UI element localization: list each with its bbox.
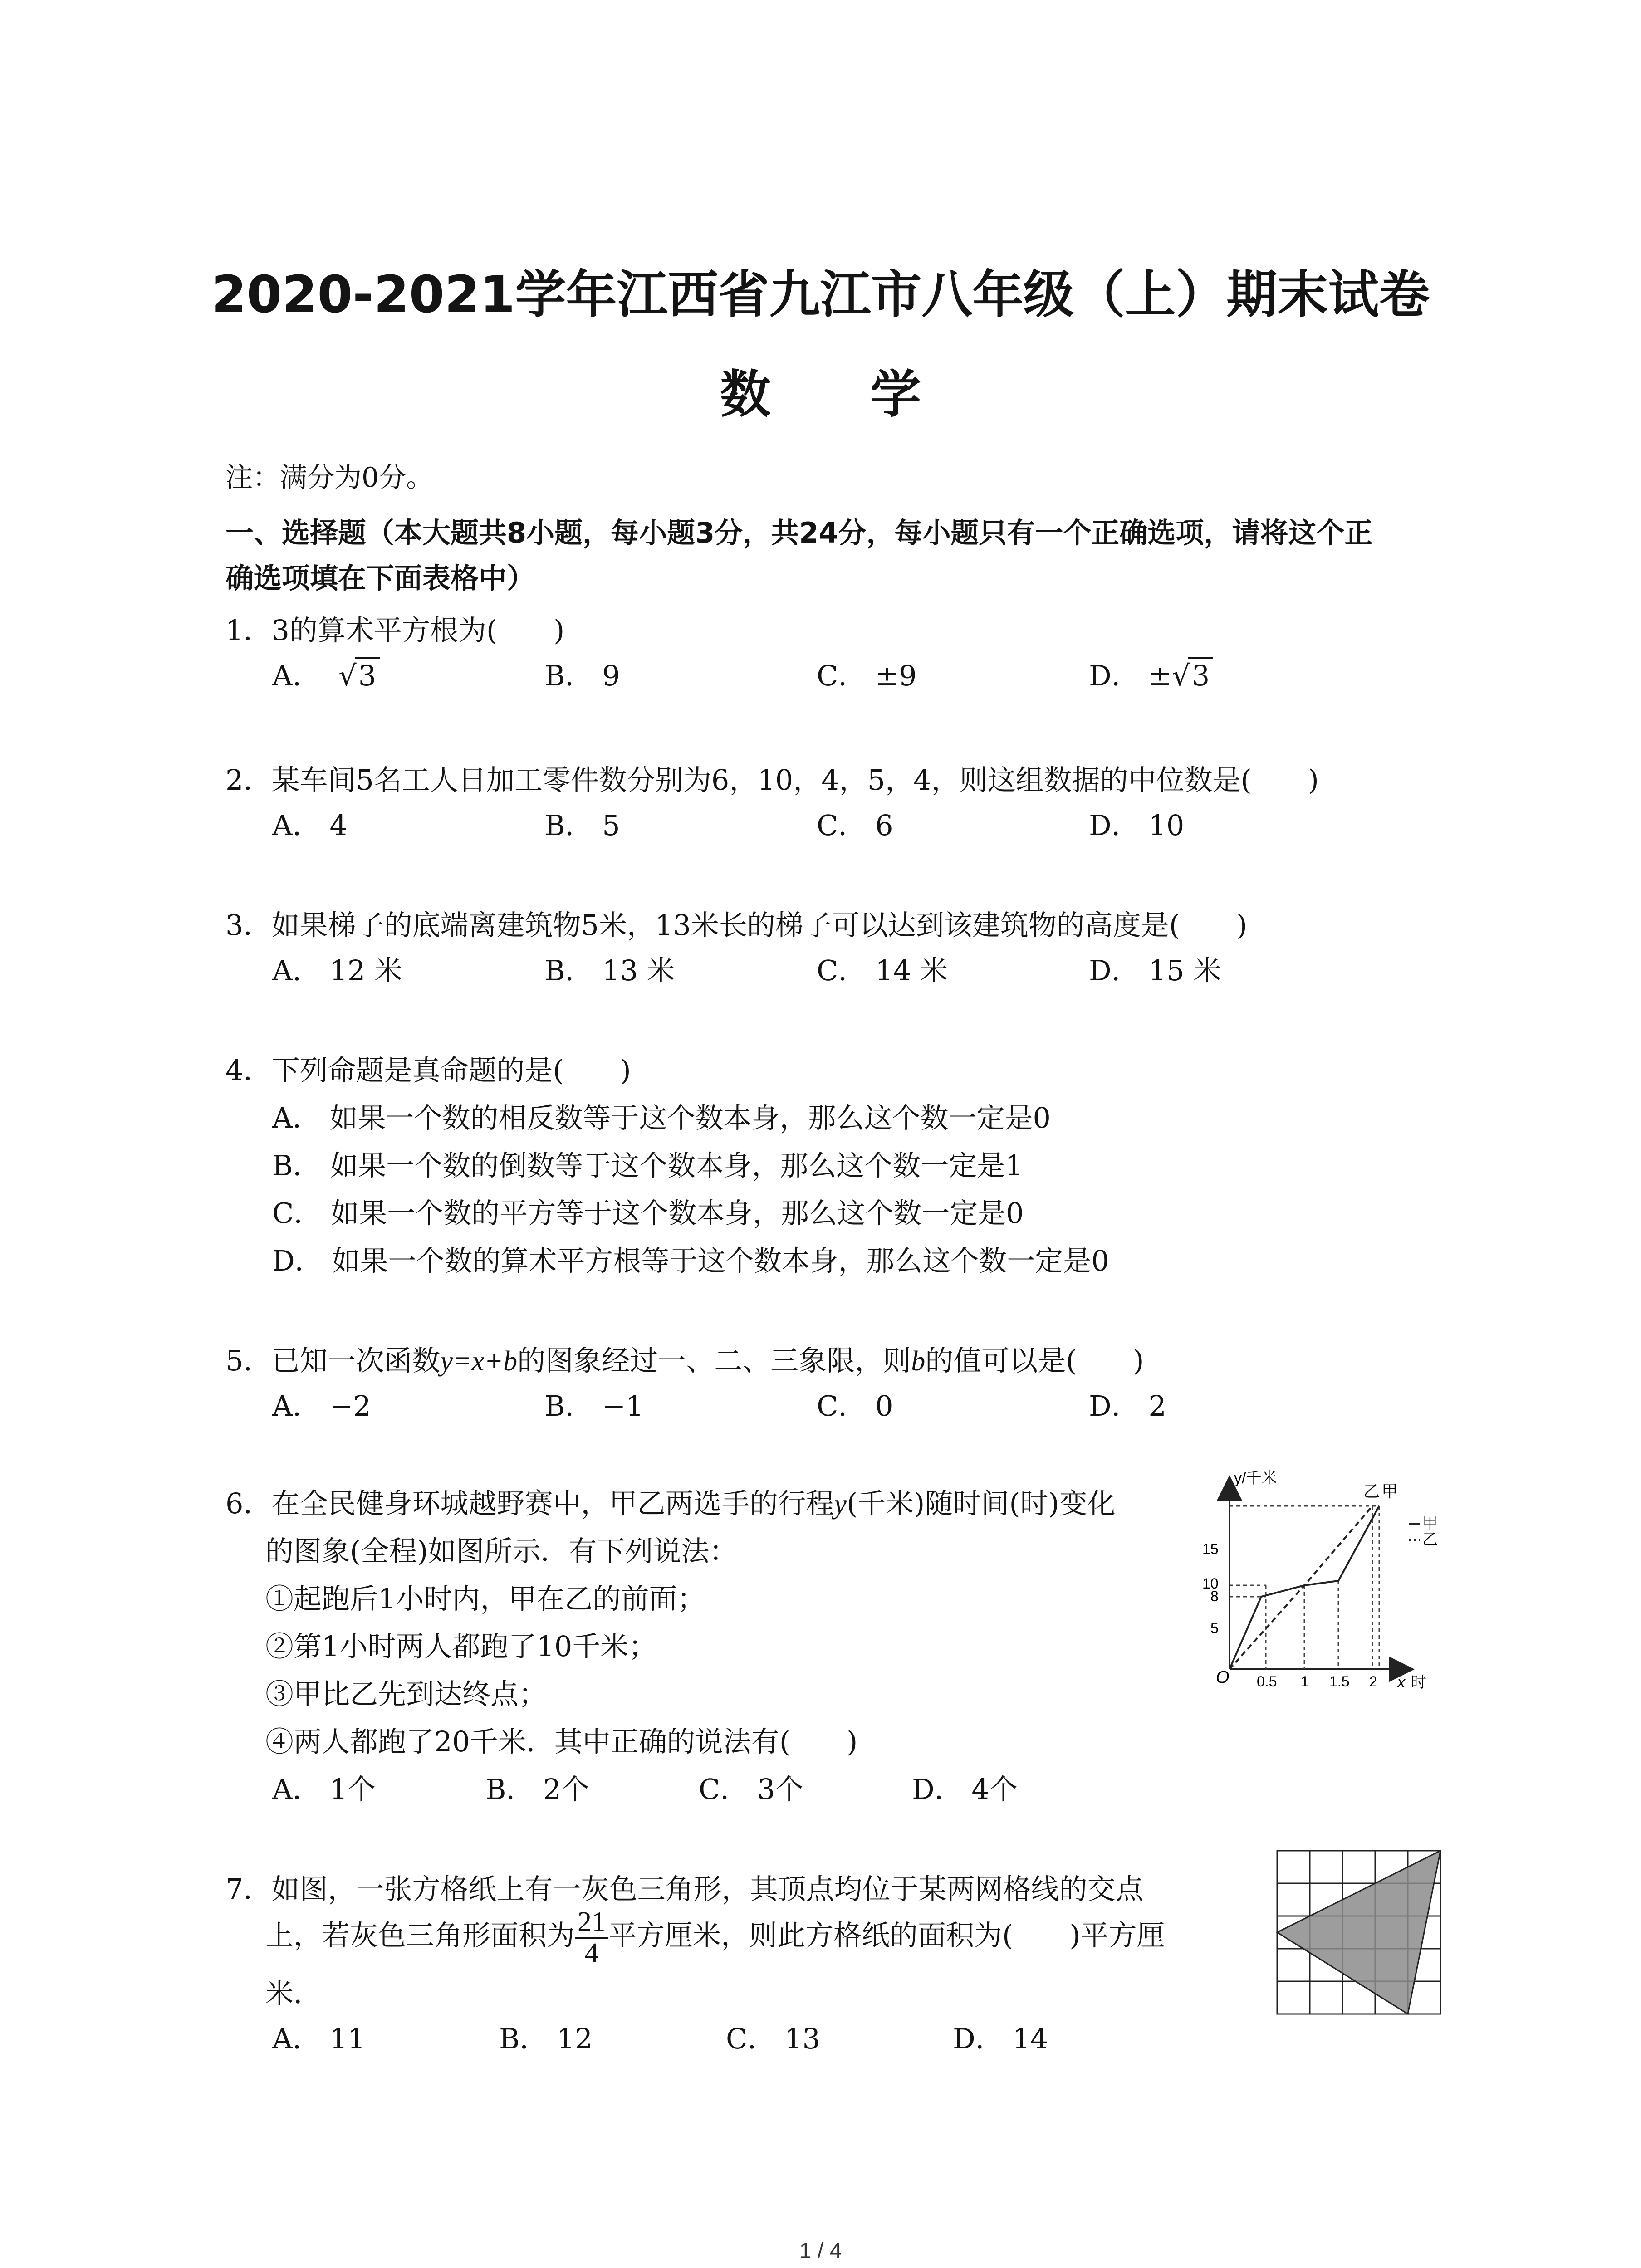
stem-text: 上，若灰色三角形面积为 (265, 1919, 575, 1952)
question-3-option-a: A． 12 米 (272, 954, 403, 987)
question-2-stem: 2．某车间5名工人日加工零件数分别为6，10，4，5，4，则这组数据的中位数是( ) (225, 763, 1319, 797)
question-4-option-c: C． 如果一个数的平方等于这个数本身，那么这个数一定是0 (272, 1197, 1024, 1230)
top-label-yi: 乙 (1363, 1482, 1380, 1501)
y-axis-label: y/千米 (1234, 1470, 1277, 1487)
question-6-statement-4: ④两人都跑了20千米．其中正确的说法有( ) (265, 1725, 858, 1758)
question-2-option-c: C． 6 (817, 809, 893, 842)
question-6-option-b: B． 2个 (485, 1773, 589, 1806)
question-4-stem: 4．下列命题是真命题的是( ) (225, 1054, 631, 1087)
question-6-statement-1: ①起跑后1小时内，甲在乙的前面； (265, 1582, 705, 1615)
gray-triangle (1277, 1851, 1440, 2014)
question-3-stem: 3．如果梯子的底端离建筑物5米，13米长的梯子可以达到该建筑物的高度是( ) (225, 909, 1248, 942)
option-d-label: D． ± (1089, 659, 1172, 692)
question-2-option-d: D． 10 (1089, 809, 1185, 842)
question-6-line1 (225, 1481, 1116, 1521)
question-3-option-b: B． 13 米 (544, 954, 675, 987)
sqrt-symbol: √3 (338, 657, 380, 692)
question-6-option-c: C． 3个 (699, 1773, 803, 1806)
question-1-option-b: B． 9 (544, 659, 620, 692)
question-6-option-a: A． 1个 (272, 1773, 376, 1806)
question-2-option-a: A． 4 (272, 809, 348, 842)
stem-text: 的图象经过一、二、三象限，则 (517, 1344, 911, 1377)
stem-math: y (834, 1489, 847, 1520)
section-heading-line2: 确选项填在下面表格中） (225, 562, 535, 595)
section-heading-line1: 一、选择题（本大题共8小题，每小题3分，共24分，每小题只有一个正确选项，请将这个正 (225, 516, 1373, 549)
x-tick: 2 (1369, 1673, 1377, 1690)
question-1-option-a (272, 653, 380, 694)
question-3-option-c: C． 14 米 (817, 954, 948, 987)
question-6-option-d: D． 4个 (912, 1773, 1018, 1806)
stem-text: 5．已知一次函数 (225, 1344, 441, 1377)
question-4-option-a: A． 如果一个数的相反数等于这个数本身，那么这个数一定是0 (272, 1101, 1051, 1134)
x-axis-label: x (1397, 1674, 1405, 1691)
question-7-option-b: B． 12 (499, 2022, 593, 2055)
x-tick: 1.5 (1329, 1673, 1350, 1690)
stem-text: (千米)随时间(时)变化 (846, 1487, 1116, 1520)
y-tick: 10 (1202, 1575, 1219, 1592)
question-6-statement-2: ②第1小时两人都跑了10千米； (265, 1630, 657, 1663)
question-7-line3: 米． (265, 1977, 322, 2010)
option-a-label: A． (272, 659, 321, 692)
stem-text: 平方厘米，则此方格纸的面积为( )平方厘 (608, 1919, 1165, 1952)
x-axis-unit: 时 (1411, 1674, 1426, 1691)
question-1-stem: 1．3的算术平方根为( ) (225, 614, 565, 647)
question-6-line2: 的图象(全程)如图所示．有下列说法： (265, 1535, 738, 1568)
question-5-option-a: A． −2 (272, 1389, 371, 1422)
guide-lines (1230, 1506, 1379, 1669)
legend-jia-label: 甲 (1422, 1515, 1438, 1532)
stem-text: 的值可以是( ) (925, 1344, 1144, 1377)
page-number: 1 / 4 (799, 2239, 842, 2263)
question-2-option-b: B． 5 (544, 809, 620, 842)
area-fraction: $\frac{21}{4}$ (575, 1907, 608, 1968)
question-7-option-c: C． 13 (726, 2022, 821, 2055)
series-yi-line (1230, 1506, 1372, 1669)
y-tick: 5 (1210, 1620, 1219, 1636)
stem-math: b (911, 1346, 926, 1377)
score-note: 注：满分为0分。 (225, 462, 434, 494)
y-tick: 8 (1210, 1588, 1219, 1604)
question-4-option-d: D． 如果一个数的算术平方根等于这个数本身，那么这个数一定是0 (272, 1244, 1109, 1277)
top-label-jia: 甲 (1381, 1482, 1398, 1501)
legend-yi-label: 乙 (1422, 1531, 1438, 1548)
stem-math: y=x+b (440, 1346, 518, 1377)
question-7-option-d: D． 14 (953, 2022, 1048, 2055)
question-7-line1: 7．如图，一张方格纸上有一灰色三角形，其顶点均位于某两网格线的交点 (225, 1872, 1144, 1906)
race-distance-time-graph (1189, 1470, 1443, 1706)
x-tick: 0.5 (1257, 1673, 1277, 1690)
question-7-line2 (265, 1907, 1165, 1968)
question-7-option-a: A． 11 (272, 2022, 366, 2055)
question-1-option-c: C． ±9 (817, 659, 917, 692)
question-3-option-d: D． 15 米 (1089, 954, 1222, 987)
exam-title: 2020-2021学年江西省九江市八年级（上）期末试卷 (211, 265, 1430, 324)
question-6-statement-3: ③甲比乙先到达终点； (265, 1677, 547, 1711)
exam-subject: 数 学 (720, 365, 962, 424)
stem-text: 6．在全民健身环城越野赛中，甲乙两选手的行程 (225, 1487, 834, 1520)
question-5-option-b: B． −1 (544, 1389, 644, 1422)
question-5-stem (225, 1338, 1144, 1378)
question-4-option-b: B． 如果一个数的倒数等于这个数本身，那么这个数一定是1 (272, 1149, 1023, 1182)
y-tick: 15 (1202, 1541, 1219, 1557)
question-5-option-c: C． 0 (817, 1389, 893, 1422)
grid-triangle-figure (1275, 1848, 1447, 2021)
question-1-option-d (1089, 653, 1213, 694)
question-5-option-d: D． 2 (1089, 1389, 1166, 1422)
sqrt-symbol: √3 (1172, 657, 1213, 692)
x-tick: 1 (1301, 1673, 1309, 1690)
origin-label: O (1216, 1668, 1230, 1687)
